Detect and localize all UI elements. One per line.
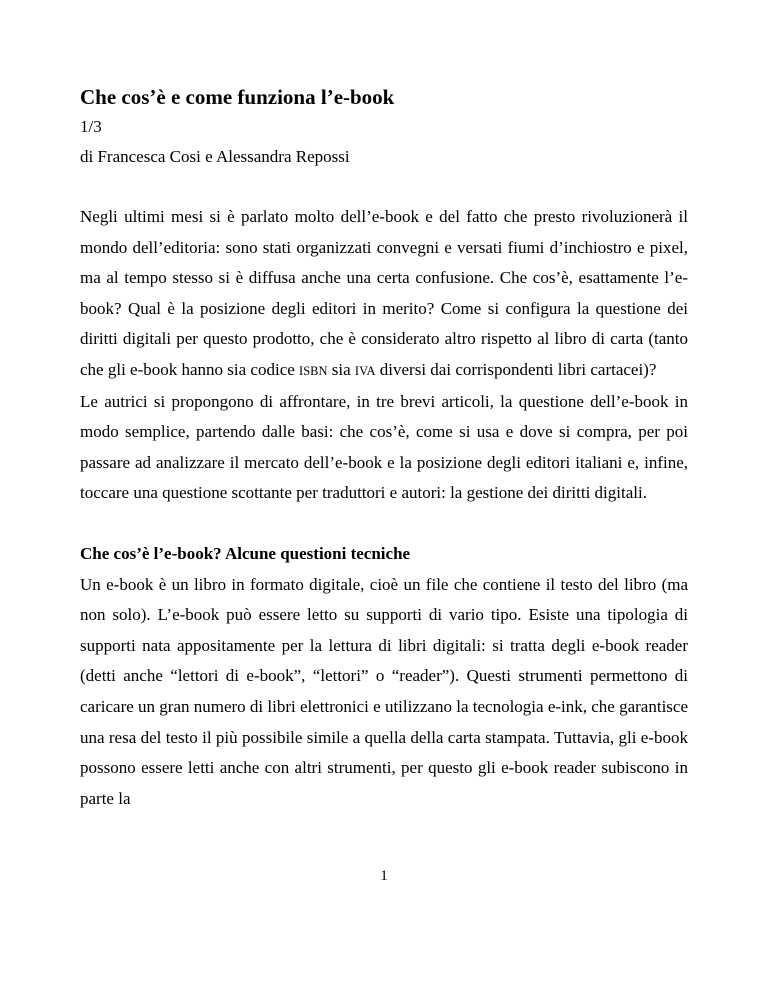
article-part: 1/3: [80, 117, 102, 136]
intro-text-b: sia: [327, 359, 355, 379]
article-title: Che cos’è e come funziona l’e-book: [80, 85, 395, 109]
intro-paragraph-1: [80, 202, 688, 387]
section-heading: Che cos’è l’e-book? Alcune questioni tecniche: [80, 543, 411, 563]
iva-abbreviation: IVA: [354, 363, 376, 378]
page-number: 1: [380, 868, 388, 884]
spacer: [80, 172, 688, 202]
spacer: [80, 509, 688, 539]
article-body: [80, 82, 688, 814]
intro-text-a: Negli ultimi mesi si è parlato molto dell’e-book e del fatto che presto rivoluzionerà il mondo dell’editoria: sono stati organizzati convegni e versati fiumi d’inchiostro e pixel, ma al tempo stesso si è diffusa anche una certa confusione. Che cos’è, esattamente l’e-book? Qual è la posizione degli editori in merito? Come si configura la questione dei diritti digitali per questo prodotto, che è considerato altro rispetto al libro di carta (tanto che gli e-book hanno sia codice: [80, 207, 688, 379]
section-paragraph-1: Un e-book è un libro in formato digitale, cioè un file che contiene il testo del libro (ma non solo). L’e-book può essere letto su supporti di vario tipo. Esiste una tipologia di supporti nata appositamente per la lettura di libri digitali: si tratta degli e-book reader (detti anche “lettori di e-book”, “lettori” o “reader”). Questi strumenti permettono di caricare un gran numero di libri elettronici e utilizzano la tecnologia e-ink, che garantisce una resa del testo il più possibile simile a quella della carta stampata. Tuttavia, gli e-book possono essere letti anche con altri strumenti, per questo gli e-book reader subiscono in parte la: [80, 574, 688, 808]
article-byline: di Francesca Cosi e Alessandra Repossi: [80, 147, 350, 166]
isbn-abbreviation: ISBN: [299, 363, 328, 378]
intro-text-c: diversi dai corrispondenti libri cartacei)?: [375, 359, 657, 379]
intro-paragraph-2: Le autrici si propongono di affrontare, in tre brevi articoli, la questione dell’e-book in modo semplice, partendo dalle basi: che cos’è, come si usa e dove si compra, per poi passare ad analizzare il mercato dell’e-book e la posizione degli editori italiani e, infine, toccare una questione scottante per traduttori e autori: la gestione dei diritti digitali.: [80, 391, 688, 503]
